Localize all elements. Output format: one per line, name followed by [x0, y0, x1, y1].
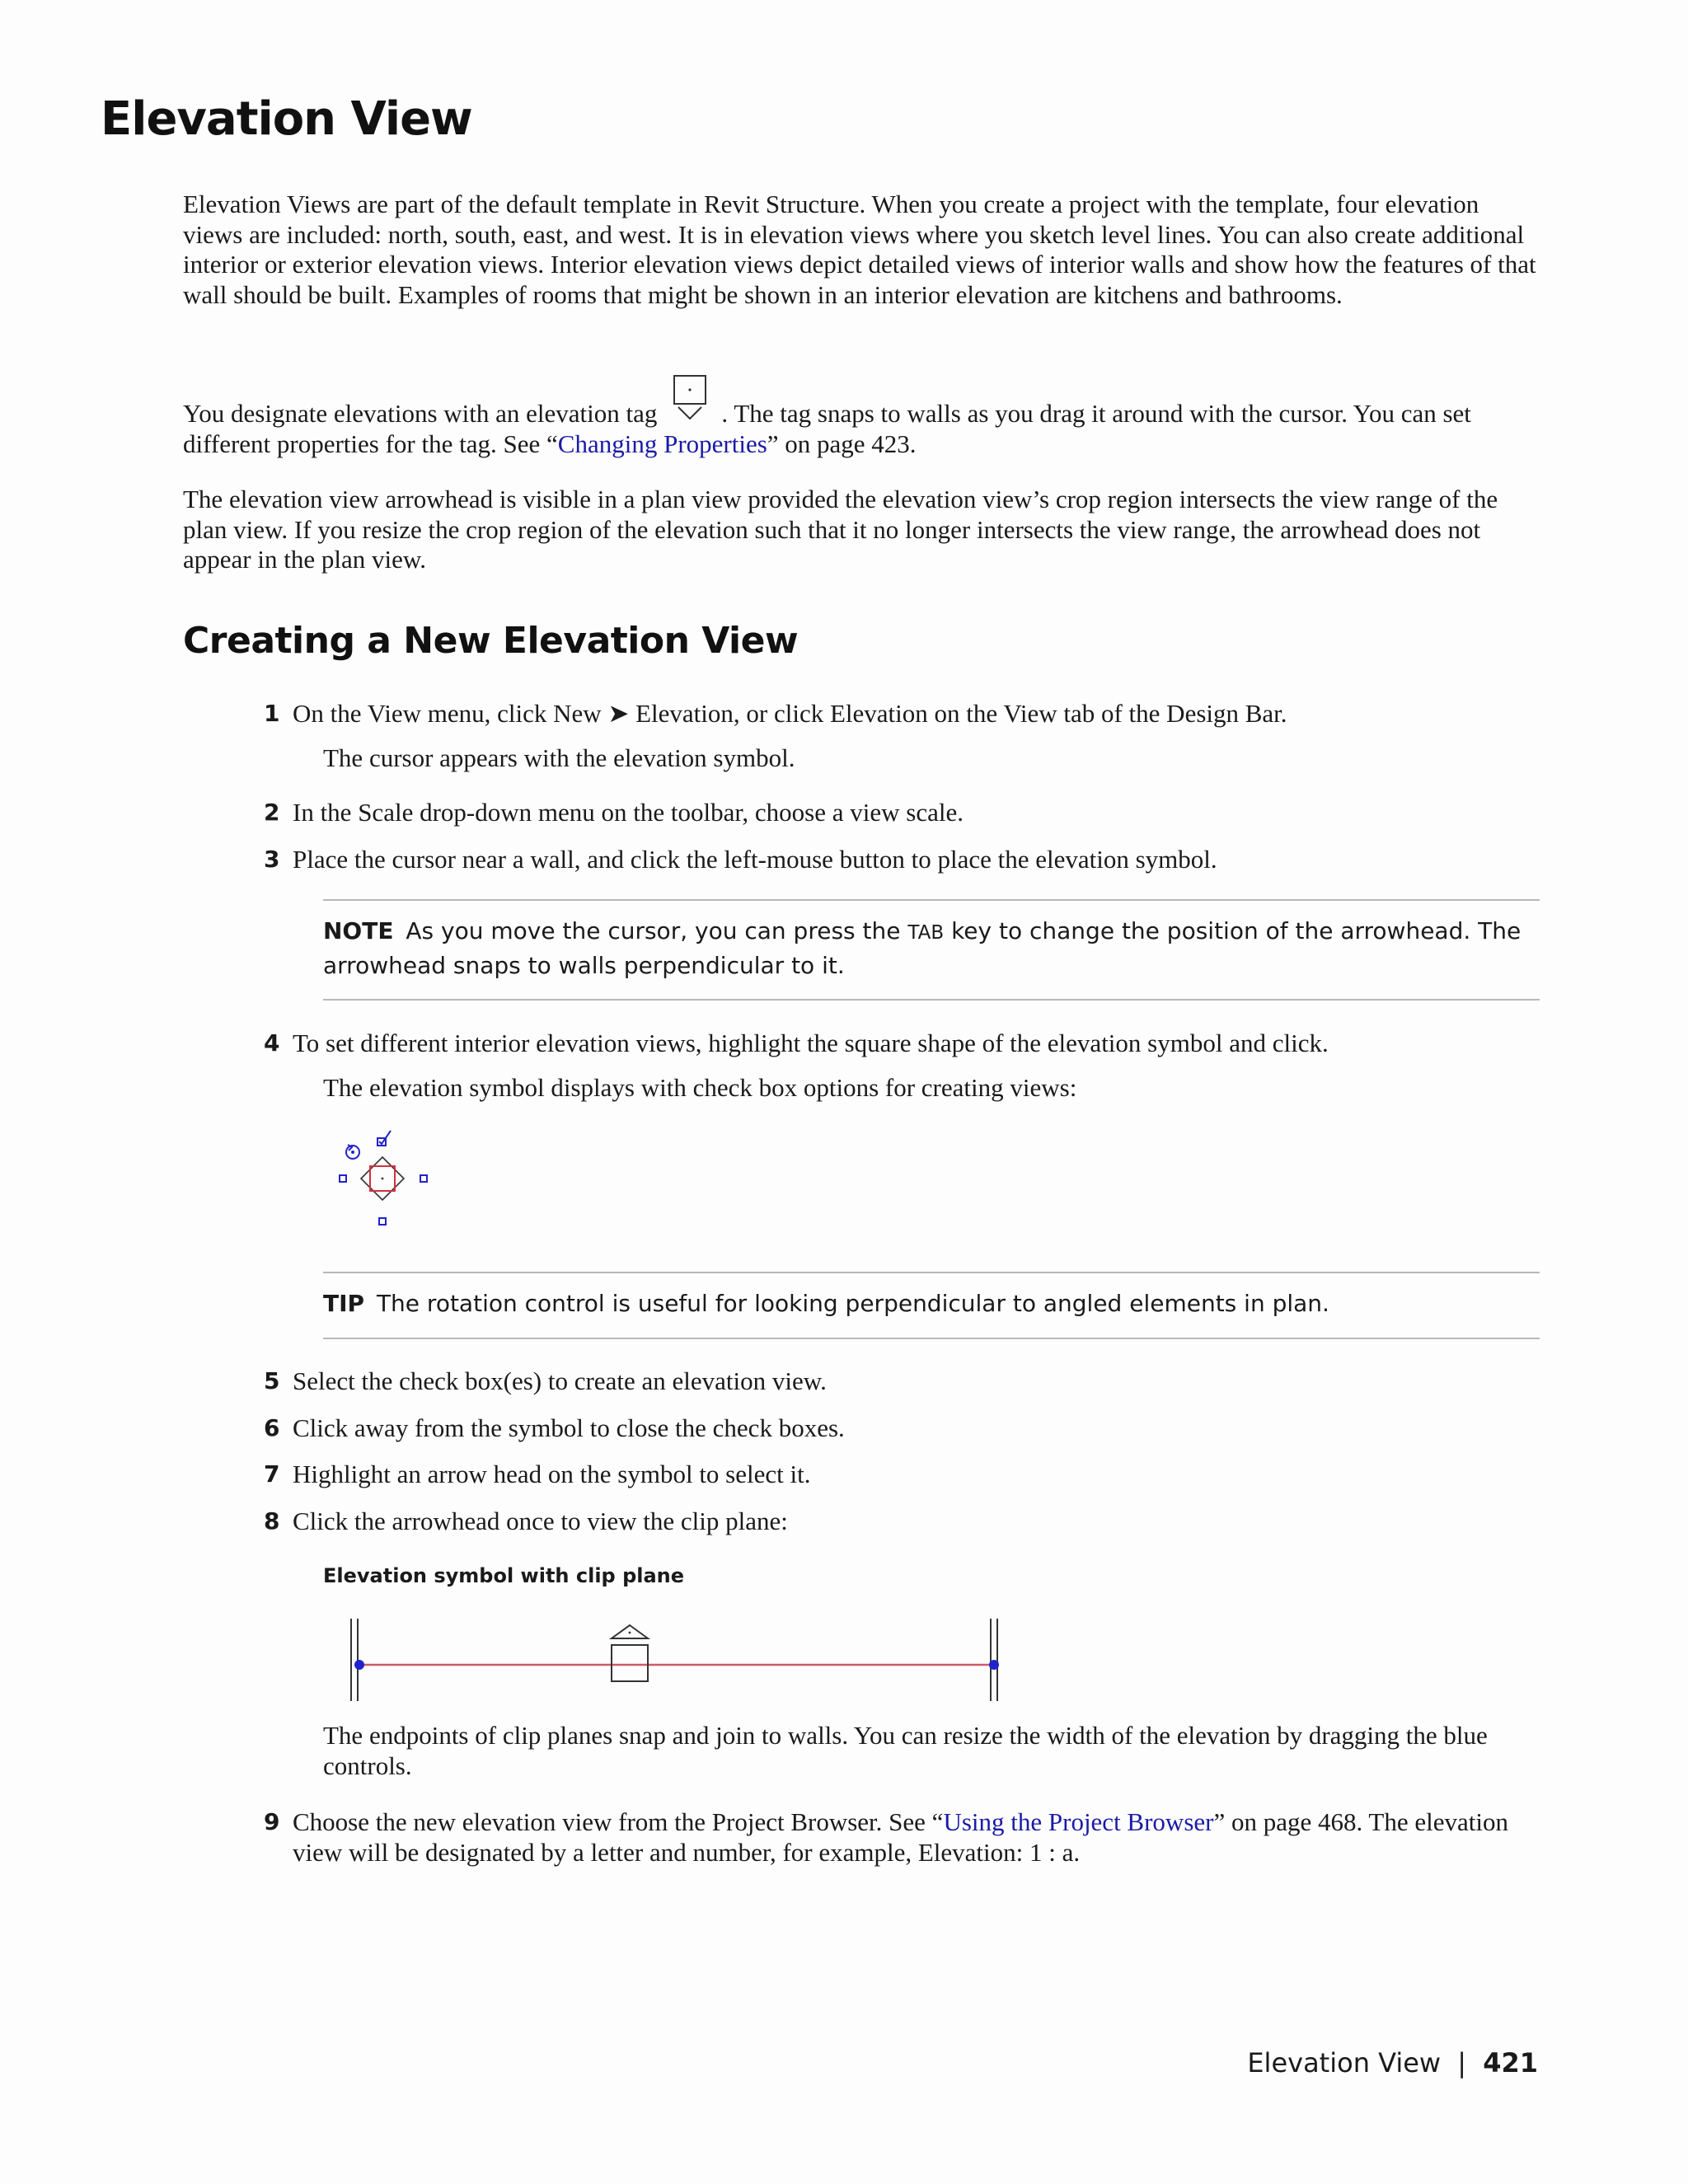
tag-paragraph [183, 374, 1540, 459]
view-checkbox-top[interactable] [377, 1131, 391, 1146]
changing-properties-link[interactable]: Changing Properties [557, 429, 767, 458]
step-text: On the View menu, click New ➤ Elevation, or click Elevation on the View tab of the Design Bar. [293, 699, 1287, 728]
tip-label: TIP [323, 1290, 365, 1317]
step-number: 2 [264, 799, 280, 826]
step-number: 3 [264, 846, 280, 873]
view-checkbox-right[interactable] [420, 1175, 427, 1182]
page-title: Elevation View [101, 92, 472, 146]
project-browser-link[interactable]: Using the Project Browser [943, 1807, 1214, 1836]
step-number: 7 [264, 1460, 280, 1488]
footer-separator: | [1457, 2047, 1467, 2079]
left-wall [351, 1619, 358, 1701]
note-label: NOTE [323, 917, 394, 944]
rotation-control-icon[interactable] [346, 1145, 359, 1159]
step-4 [264, 1029, 1541, 1059]
step-text: Click away from the symbol to close the check boxes. [293, 1413, 845, 1442]
step-9 [264, 1807, 1541, 1868]
section-title: Creating a New Elevation View [183, 620, 799, 662]
step-text: Place the cursor near a wall, and click the left-mouse button to place the elevation symbol. [293, 845, 1217, 874]
elevation-tag-icon [673, 374, 708, 429]
step-4-result: The elevation symbol displays with check box options for creating views: [323, 1073, 1077, 1102]
note-bottom-rule [323, 999, 1540, 1001]
intro-paragraph: Elevation Views are part of the default template in Revit Structure. When you create a project with the template, four elevation views are included: north, south, east, and west. It is in elevation views where you sketch level lines. You can also create additional interior or exterior elevation views. Interior elevation views depict detailed views of interior walls and show how the features of that wall should be built. Examples of rooms that might be shown in an interior elevation are kitchens and bathrooms. [183, 190, 1536, 309]
step-1-result: The cursor appears with the elevation symbol. [323, 743, 795, 772]
footer-page-number: 421 [1483, 2047, 1538, 2079]
tip-top-rule [323, 1272, 1540, 1273]
step-1 [264, 699, 1541, 729]
tag-paragraph-text-3: ” on page 423. [767, 429, 917, 458]
note-top-rule [323, 899, 1540, 901]
tip-text: The rotation control is useful for looking perpendicular to angled elements in plan. [376, 1290, 1329, 1317]
page-footer [1247, 2047, 1538, 2079]
step-text: Click the arrowhead once to view the clip plane: [293, 1507, 788, 1535]
tag-paragraph-text-1: You designate elevations with an elevation tag [183, 399, 658, 428]
step-text-2: ” on page 468. The elevation view will be designated by a letter and number, for example, Elevation: 1 : a. [293, 1807, 1508, 1867]
step-text: Select the check box(es) to create an elevation view. [293, 1366, 827, 1395]
step-text: Highlight an arrow head on the symbol to select it. [293, 1460, 811, 1488]
step-number: 8 [264, 1507, 280, 1535]
step-text-1: Choose the new elevation view from the Project Browser. See “ [293, 1807, 944, 1836]
step-8 [264, 1507, 1541, 1537]
step-number: 6 [264, 1414, 280, 1441]
step-7 [264, 1460, 1541, 1490]
clip-plane-paragraph: The endpoints of clip planes snap and join to walls. You can resize the width of the elevation by dragging the blue controls. [323, 1721, 1488, 1780]
footer-section-name: Elevation View [1247, 2047, 1442, 2079]
step-6 [264, 1413, 1541, 1444]
elevation-symbol-figure [331, 1127, 447, 1235]
step-number: 4 [264, 1029, 280, 1057]
view-checkbox-bottom[interactable] [379, 1218, 386, 1225]
step-number: 9 [264, 1808, 280, 1835]
right-blue-control[interactable] [989, 1660, 999, 1670]
step-text: In the Scale drop-down menu on the toolbar, choose a view scale. [293, 798, 964, 827]
tag-paragraph-text-2: . The tag snaps to walls as you drag it around with the cursor. You can set different properties for the tag. See “ [183, 399, 1471, 458]
step-3 [264, 845, 1541, 875]
figure-caption: Elevation symbol with clip plane [323, 1564, 685, 1587]
step-5 [264, 1366, 1541, 1397]
elevation-symbol[interactable] [612, 1625, 648, 1681]
step-2 [264, 798, 1541, 828]
step-number: 1 [264, 700, 280, 727]
tip-bottom-rule [323, 1338, 1540, 1339]
step-number: 5 [264, 1367, 280, 1394]
note-box [323, 915, 1540, 982]
tab-key: TAB [907, 922, 945, 944]
view-checkbox-left[interactable] [340, 1175, 346, 1182]
clip-plane-figure [338, 1614, 1014, 1704]
note-text-2: key to change the position of the arrowhead. The arrowhead snaps to walls perpendicular to it. [323, 917, 1522, 979]
tip-box [323, 1287, 1540, 1320]
arrowhead-paragraph: The elevation view arrowhead is visible in a plan view provided the elevation view’s crop region intersects the view range of the plan view. If you resize the crop region of the elevation such that it no longer intersects the view range, the arrowhead does not appear in the plan view. [183, 485, 1498, 574]
left-blue-control[interactable] [354, 1660, 364, 1670]
step-text: To set different interior elevation views, highlight the square shape of the elevation symbol and click. [293, 1029, 1329, 1057]
note-text-1: As you move the cursor, you can press the [406, 917, 901, 944]
